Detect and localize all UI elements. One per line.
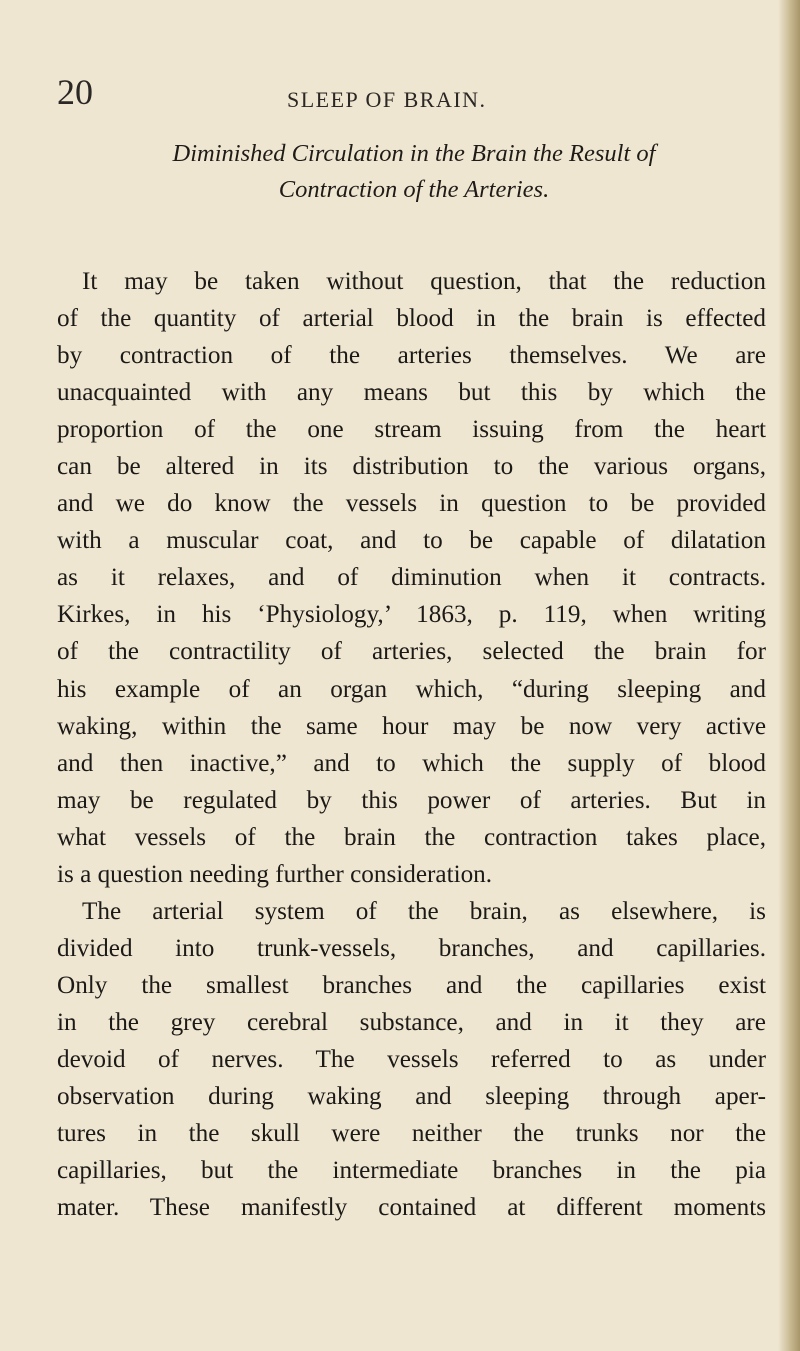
text-line: capillaries, but the intermediate branches in the pia [57, 1157, 766, 1185]
paragraph-2 [57, 893, 766, 1226]
text-line: observation during waking and sleeping through aper- [57, 1083, 766, 1111]
section-title-line-2: Contraction of the Arteries. [278, 176, 550, 203]
text-line: waking, within the same hour may be now very active [57, 712, 766, 740]
text-line: and then inactive,” and to which the supply of blood [57, 749, 766, 777]
page-edge-shadow [778, 0, 800, 1351]
body-text [57, 263, 766, 1226]
text-line: proportion of the one stream issuing from the heart [57, 416, 766, 444]
text-line: in the grey cerebral substance, and in it they are [57, 1008, 766, 1036]
text-line: divided into trunk-vessels, branches, and capillaries. [57, 934, 766, 962]
text-line: of the quantity of arterial blood in the brain is effected [57, 305, 766, 333]
text-line: his example of an organ which, “during sleeping and [57, 675, 766, 703]
text-line: Only the smallest branches and the capillaries exist [57, 971, 766, 999]
paragraph-1 [57, 263, 766, 893]
section-title-line-1: Diminished Circulation in the Brain the Result of [172, 140, 656, 167]
text-line: what vessels of the brain the contraction takes place, [57, 823, 766, 851]
text-line: devoid of nerves. The vessels referred to as under [57, 1045, 766, 1073]
text-line: mater. These manifestly contained at different moments [57, 1194, 766, 1222]
text-line: The arterial system of the brain, as elsewhere, is [82, 897, 766, 925]
text-line: by contraction of the arteries themselves. We are [57, 342, 766, 370]
text-line: It may be taken without question, that the reduction [82, 268, 766, 295]
text-line: tures in the skull were neither the trunks nor the [57, 1120, 766, 1148]
text-line: with a muscular coat, and to be capable of dilatation [57, 527, 766, 555]
text-line: unacquainted with any means but this by which the [57, 379, 766, 407]
text-line: is a question needing further consideration. [57, 860, 493, 888]
page-number: 20 [57, 72, 93, 112]
running-head: SLEEP OF BRAIN. [287, 87, 487, 112]
text-line: may be regulated by this power of arteries. But in [57, 786, 766, 814]
text-line: can be altered in its distribution to the various organs, [57, 453, 766, 481]
text-line: and we do know the vessels in question to be provided [57, 490, 766, 518]
text-line: of the contractility of arteries, selected the brain for [57, 638, 766, 666]
text-line: Kirkes, in his ‘Physiology,’ 1863, p. 119, when writing [57, 601, 766, 629]
text-line: as it relaxes, and of diminution when it contracts. [57, 564, 766, 592]
